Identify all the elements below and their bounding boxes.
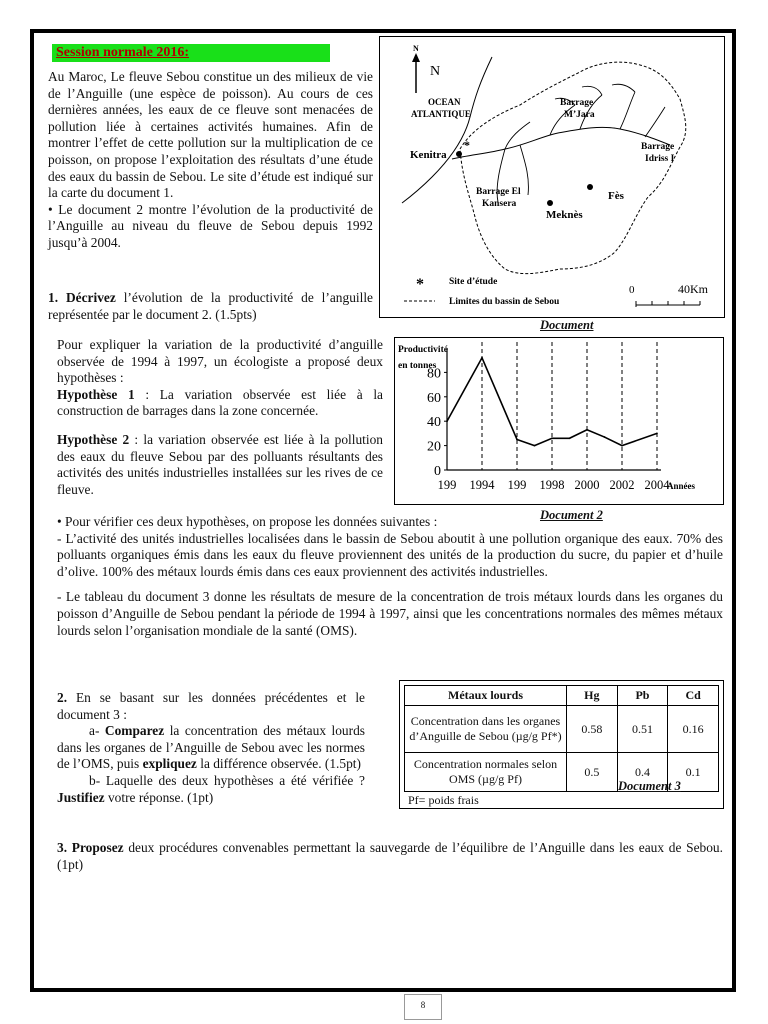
legend-star-icon: * — [416, 276, 424, 293]
hypotheses-section: Pour expliquer la variation de la productivité d’anguille observée de 1994 à 1997, un écologiste a proposé deux hypothèses : Hypothèse 1 : La variation observée est liée à la construction de barrages dans la zone concernée. Hypothèse 2 : la variation observée est liée à la pollution des eaux du fleuve Sebou par des polluants résultants des activités des unités industrielles installées sur les rives de ce fleuve. — [57, 337, 383, 497]
metals-table — [404, 685, 719, 792]
barrage-kansera-label-1: Barrage El — [476, 187, 521, 197]
page-number: 8 — [404, 994, 442, 1020]
productivity-chart — [395, 338, 722, 503]
intro-bullet: • Le document 2 montre l’évolution de la productivité de l’Anguille au niveau du fleuve de Sebou depuis 1992 jusqu’à 2004. — [48, 201, 373, 250]
table-row: Concentration normales selon OMS (µg/g Pf) 0.5 0.4 0.1 — [405, 753, 719, 792]
y-tick-label: 80 — [427, 366, 441, 382]
y-tick-label: 0 — [434, 464, 441, 479]
verify-item-1: - L’activité des unités industrielles localisées dans le bassin de Sebou aboutit à une pollution organique des eaux. 70% des polluants organiques émis dans les eaux du fleuve proviennent des unités de la production du sucre, du papier et d’huile d’olive. 100% des métaux lourds émis dans ces eaux proviennent des activités industrielles. — [57, 530, 723, 579]
intro-section — [48, 69, 373, 252]
ocean-label-1: OCEAN — [428, 97, 461, 107]
study-site-icon: * — [464, 138, 470, 152]
meknes-dot — [547, 200, 553, 206]
data-point — [656, 433, 658, 435]
x-tick-label: 1998 — [539, 478, 565, 492]
data-point — [621, 445, 623, 447]
barrage-idriss-label-1: Barrage — [641, 142, 675, 152]
table-footnote: Pf= poids frais — [408, 793, 479, 807]
north-small-label: N — [413, 44, 419, 53]
x-tick-label: 199 — [507, 478, 527, 492]
question-2: 2. En se basant sur les données précédentes et le document 3 : a- Comparez la concentration des métaux lourds dans les organes de l’Anguille de Sebou avec les normes de l’OMS, puis expliquez la différence observée. (1.5pt) b- Laquelle des deux hypothèses a été vérifiée ? Justifiez votre réponse. (1pt) — [57, 690, 365, 805]
barrage-mjara-label-2: M’Jara — [564, 110, 595, 120]
verify-item-2: - Le tableau du document 3 donne les résultats de mesure de la concentration de trois métaux lourds dans les organes du poisson d’Anguille de Sebou pendant la période de 1994 à 1997, ainsi que les concentrations normales des mêmes métaux lourds selon l’organisation mondiale de la santé (OMS). — [57, 589, 723, 638]
question-1: 1. Décrivez l’évolution de la productivité de l’anguille représentée par le document 2. (1.5pts) — [48, 290, 373, 322]
question-3: 3. Proposez deux procédures convenables permettant la sauvegarde de l’équilibre de l’Anguille dans les eaux de Sebou. (1pt) — [57, 840, 723, 872]
chart-ylabel-1: Productivité — [398, 345, 448, 355]
q2-verb-explain: expliquez — [142, 756, 197, 772]
chart-ylabel-2: en tonnes — [398, 361, 437, 371]
table-row: Concentration dans les organes d’Anguille de Sebou (µg/g Pf*) 0.58 0.51 0.16 — [405, 706, 719, 753]
y-tick-label: 60 — [427, 390, 441, 406]
north-arrow-icon — [412, 53, 420, 62]
data-point — [586, 429, 588, 431]
kenitra-label: Kenitra — [410, 149, 447, 161]
verification-section — [57, 514, 723, 639]
fes-dot — [587, 184, 593, 190]
meknes-label: Meknès — [546, 209, 583, 221]
q2-verb-compare: Comparez — [104, 723, 165, 739]
hypothesis-1-label: Hypothèse 1 — [57, 386, 135, 402]
map-caption: Document — [540, 318, 594, 332]
y-tick-label: 40 — [427, 415, 441, 431]
north-label: N — [430, 64, 441, 79]
kenitra-dot — [456, 151, 462, 157]
hypothesis-2-label: Hypothèse 2 — [57, 431, 130, 447]
table-caption: Document 3 — [618, 779, 681, 793]
table-header-row: Métaux lourds Hg Pb Cd — [405, 686, 719, 706]
chart-caption: Document 2 — [540, 508, 603, 522]
scale-km-label: 40Km — [678, 282, 708, 296]
barrage-mjara-label-1: Barrage — [560, 98, 594, 108]
barrage-kansera-label-2: Kansera — [482, 199, 517, 209]
x-tick-label: 1994 — [469, 478, 495, 492]
chart-document-2 — [394, 337, 724, 505]
scale-bar — [636, 301, 700, 307]
x-tick-label: 199 — [437, 478, 457, 492]
q1-verb: Décrivez — [65, 290, 116, 305]
river-sebou — [452, 127, 670, 159]
q2-verb-justify: Justifiez — [57, 789, 105, 805]
data-point — [569, 437, 571, 439]
barrage-idriss-label-2: Idriss I — [645, 154, 675, 164]
intro-paragraph: Au Maroc, Le fleuve Sebou constitue un des milieux de vie de l’Anguille (une espèce de poisson). Au cours de ces dernières années, les eaux de ce fleuve sont menacées de pollution liée à certaines activités humaines. Afin de montrer l’effet de cette pollution sur la multiplication de ce poisson, on propose l’exploitation des résultats d’une étude des eaux du bassin de Sebou. Le site d’étude est indiqué sur la carte du document 1. — [48, 69, 373, 201]
data-point — [551, 437, 553, 439]
map-document-1 — [379, 36, 725, 318]
data-point — [534, 445, 536, 447]
scale-zero-label: 0 — [629, 284, 635, 296]
fes-label: Fès — [608, 190, 624, 202]
chart-xlabel: Années — [667, 481, 696, 491]
data-point — [516, 439, 518, 441]
q3-verb: Proposez — [71, 840, 124, 855]
y-tick-label: 20 — [427, 439, 441, 455]
legend-limits-label: Limites du bassin de Sebou — [449, 297, 560, 307]
data-point — [481, 357, 483, 359]
hypotheses-intro: Pour expliquer la variation de la productivité d’anguille observée de 1994 à 1997, un écologiste a proposé deux hypothèses : — [57, 337, 383, 386]
data-point — [604, 436, 606, 438]
x-tick-label: 2004 — [644, 478, 670, 492]
session-title: Session normale 2016: — [52, 44, 330, 62]
ocean-label-2: ATLANTIQUE — [411, 109, 471, 119]
x-tick-label: 2002 — [609, 478, 635, 492]
verify-bullet: • Pour vérifier ces deux hypothèses, on propose les données suivantes : — [57, 514, 438, 529]
x-tick-label: 2000 — [574, 478, 600, 492]
sebou-basin-map — [380, 37, 723, 316]
table-document-3 — [399, 680, 724, 809]
basin-limit — [460, 62, 686, 273]
legend-site-label: Site d’étude — [449, 277, 498, 287]
data-point — [446, 420, 448, 422]
